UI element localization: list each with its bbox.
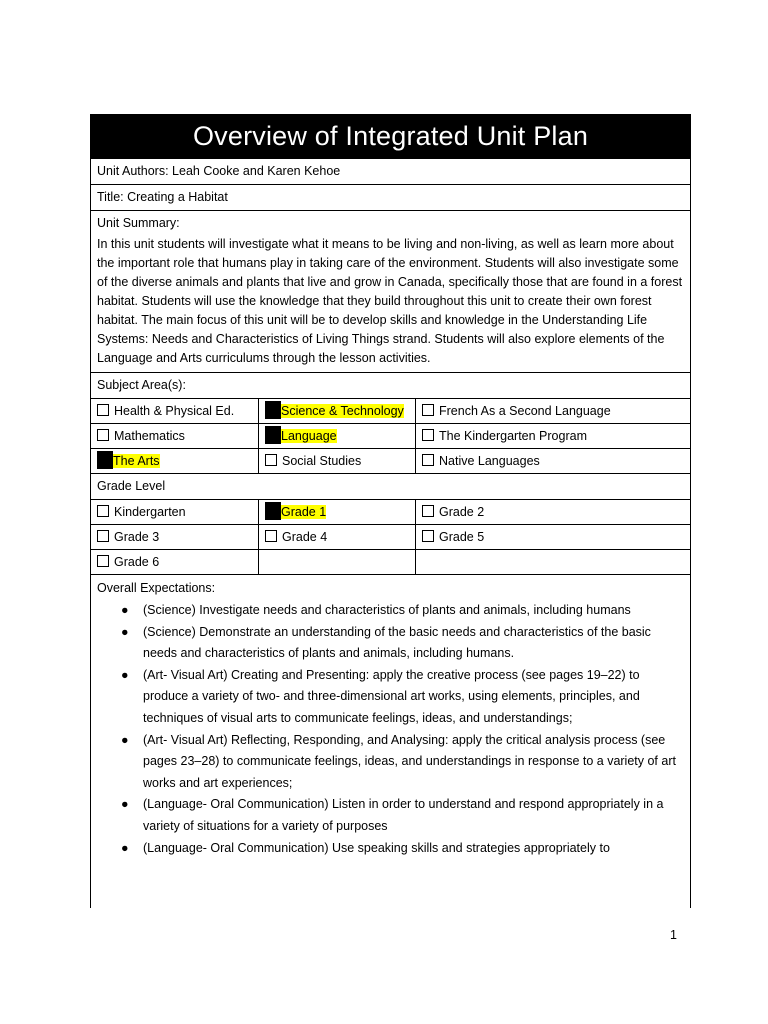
grade-label: Grade 3 (114, 530, 160, 544)
overall-expectations (91, 574, 690, 862)
grade-level-grid (91, 499, 690, 574)
subject-native-languages[interactable] (416, 448, 690, 473)
grade-level-label: Grade Level (91, 473, 690, 499)
expectation-text: (Art- Visual Art) Creating and Presenting: apply the creative process (see pages 19–22) to produce a variety of two- and three-dimensional art works, using elements, principles, and techniques of visual arts to communicate feelings, ideas, and understandings; (143, 667, 640, 725)
subject-language[interactable] (259, 423, 416, 448)
grade-kindergarten[interactable] (91, 500, 259, 524)
grade-label: Grade 1 (281, 505, 327, 519)
grade-label: Grade 5 (439, 530, 485, 544)
subject-science-technology[interactable] (259, 399, 416, 423)
checkbox-icon[interactable] (422, 505, 434, 517)
subject-label: Native Languages (439, 454, 540, 468)
grade-empty-cell (259, 549, 416, 574)
subject-areas-grid (91, 398, 690, 473)
unit-summary-label: Unit Summary: (97, 216, 180, 230)
bullet-icon: ● (121, 797, 129, 812)
expectation-item (121, 730, 684, 795)
bullet-icon: ● (121, 603, 129, 617)
expectation-item (121, 622, 684, 665)
expectation-item (121, 794, 684, 837)
subject-french-as-a-second-language[interactable] (416, 399, 690, 423)
checked-box-icon[interactable] (265, 401, 281, 419)
grade-grade-6[interactable] (91, 549, 259, 574)
grade-label: Grade 6 (114, 555, 160, 569)
subject-label: Language (281, 429, 337, 443)
subject-label: The Arts (113, 454, 160, 468)
expectation-item (121, 838, 684, 860)
unit-summary (91, 210, 690, 372)
grade-grade-5[interactable] (416, 524, 690, 549)
subject-the-arts[interactable] (91, 448, 259, 473)
unit-plan-table (90, 114, 691, 908)
expectation-text: (Science) Investigate needs and characteristics of plants and animals, including humans (143, 603, 631, 617)
subject-label: Science & Technology (281, 404, 404, 418)
checkbox-icon[interactable] (265, 530, 277, 542)
subject-social-studies[interactable] (259, 448, 416, 473)
unit-title: Title: Creating a Habitat (91, 184, 690, 210)
checkbox-icon[interactable] (97, 555, 109, 567)
expectations-list (97, 600, 684, 859)
grade-empty-cell (416, 549, 690, 574)
bullet-icon: ● (121, 840, 129, 855)
bullet-icon: ● (121, 624, 129, 639)
checkbox-icon[interactable] (97, 429, 109, 441)
expectation-text: (Science) Demonstrate an understanding of the basic needs and characteristics of the basic needs and characteristics of plants and animals, including humans. (143, 624, 651, 661)
expectation-item (121, 600, 684, 622)
unit-summary-text: In this unit students will investigate what it means to be living and non-living, as well as learn more about the important role that humans play in taking care of the environment. Students will also investigate some of the diverse animals and plants that live and grow in Canada, specifically those that are found in a forest habitat. Students will use the knowledge that they build throughout this unit to create their own forest habitat. The main focus of this unit will be to develop skills and knowledge in the Understanding Life Systems: Needs and Characteristics of Living Things strand. Students will also explore elements of the Language and Arts curriculums through the lesson activities. (97, 237, 683, 365)
grade-label: Grade 2 (439, 505, 485, 519)
checkbox-icon[interactable] (97, 505, 109, 517)
grade-label: Grade 4 (282, 530, 328, 544)
checkbox-icon[interactable] (422, 404, 434, 416)
overall-expectations-label: Overall Expectations: (97, 581, 216, 595)
grade-grade-3[interactable] (91, 524, 259, 549)
checked-box-icon[interactable] (97, 451, 113, 469)
bullet-icon: ● (121, 667, 129, 682)
checkbox-icon[interactable] (97, 530, 109, 542)
subject-mathematics[interactable] (91, 423, 259, 448)
subject-label: Social Studies (282, 454, 362, 468)
page-number: 1 (670, 928, 677, 942)
checkbox-icon[interactable] (422, 454, 434, 466)
checkbox-icon[interactable] (265, 454, 277, 466)
checked-box-icon[interactable] (265, 426, 281, 444)
grade-grade-4[interactable] (259, 524, 416, 549)
grade-label: Kindergarten (114, 505, 186, 519)
expectation-text: (Language- Oral Communication) Use speaking skills and strategies appropriately to (143, 840, 610, 855)
checked-box-icon[interactable] (265, 502, 281, 520)
subject-label: French As a Second Language (439, 404, 611, 418)
subject-health-physical-ed[interactable] (91, 399, 259, 423)
subject-label: Mathematics (114, 429, 185, 443)
expectation-text: (Art- Visual Art) Reflecting, Responding, and Analysing: apply the critical analysis process (see pages 23–28) to communicate feelings, ideas, and understandings in response to a variety of art works and art experiences; (143, 732, 676, 790)
checkbox-icon[interactable] (422, 530, 434, 542)
subject-areas-label: Subject Area(s): (91, 372, 690, 398)
subject-label: Health & Physical Ed. (114, 404, 235, 418)
expectation-text: (Language- Oral Communication) Listen in order to understand and respond appropriately in a variety of situations for a variety of purposes (143, 797, 664, 833)
expectation-item (121, 665, 684, 730)
grade-grade-2[interactable] (416, 500, 690, 524)
checkbox-icon[interactable] (422, 429, 434, 441)
page-title: Overview of Integrated Unit Plan (91, 115, 690, 158)
bullet-icon: ● (121, 732, 129, 747)
grade-grade-1[interactable] (259, 500, 416, 524)
subject-label: The Kindergarten Program (439, 429, 587, 443)
unit-authors: Unit Authors: Leah Cooke and Karen Kehoe (91, 158, 690, 184)
subject-the-kindergarten-program[interactable] (416, 423, 690, 448)
checkbox-icon[interactable] (97, 404, 109, 416)
